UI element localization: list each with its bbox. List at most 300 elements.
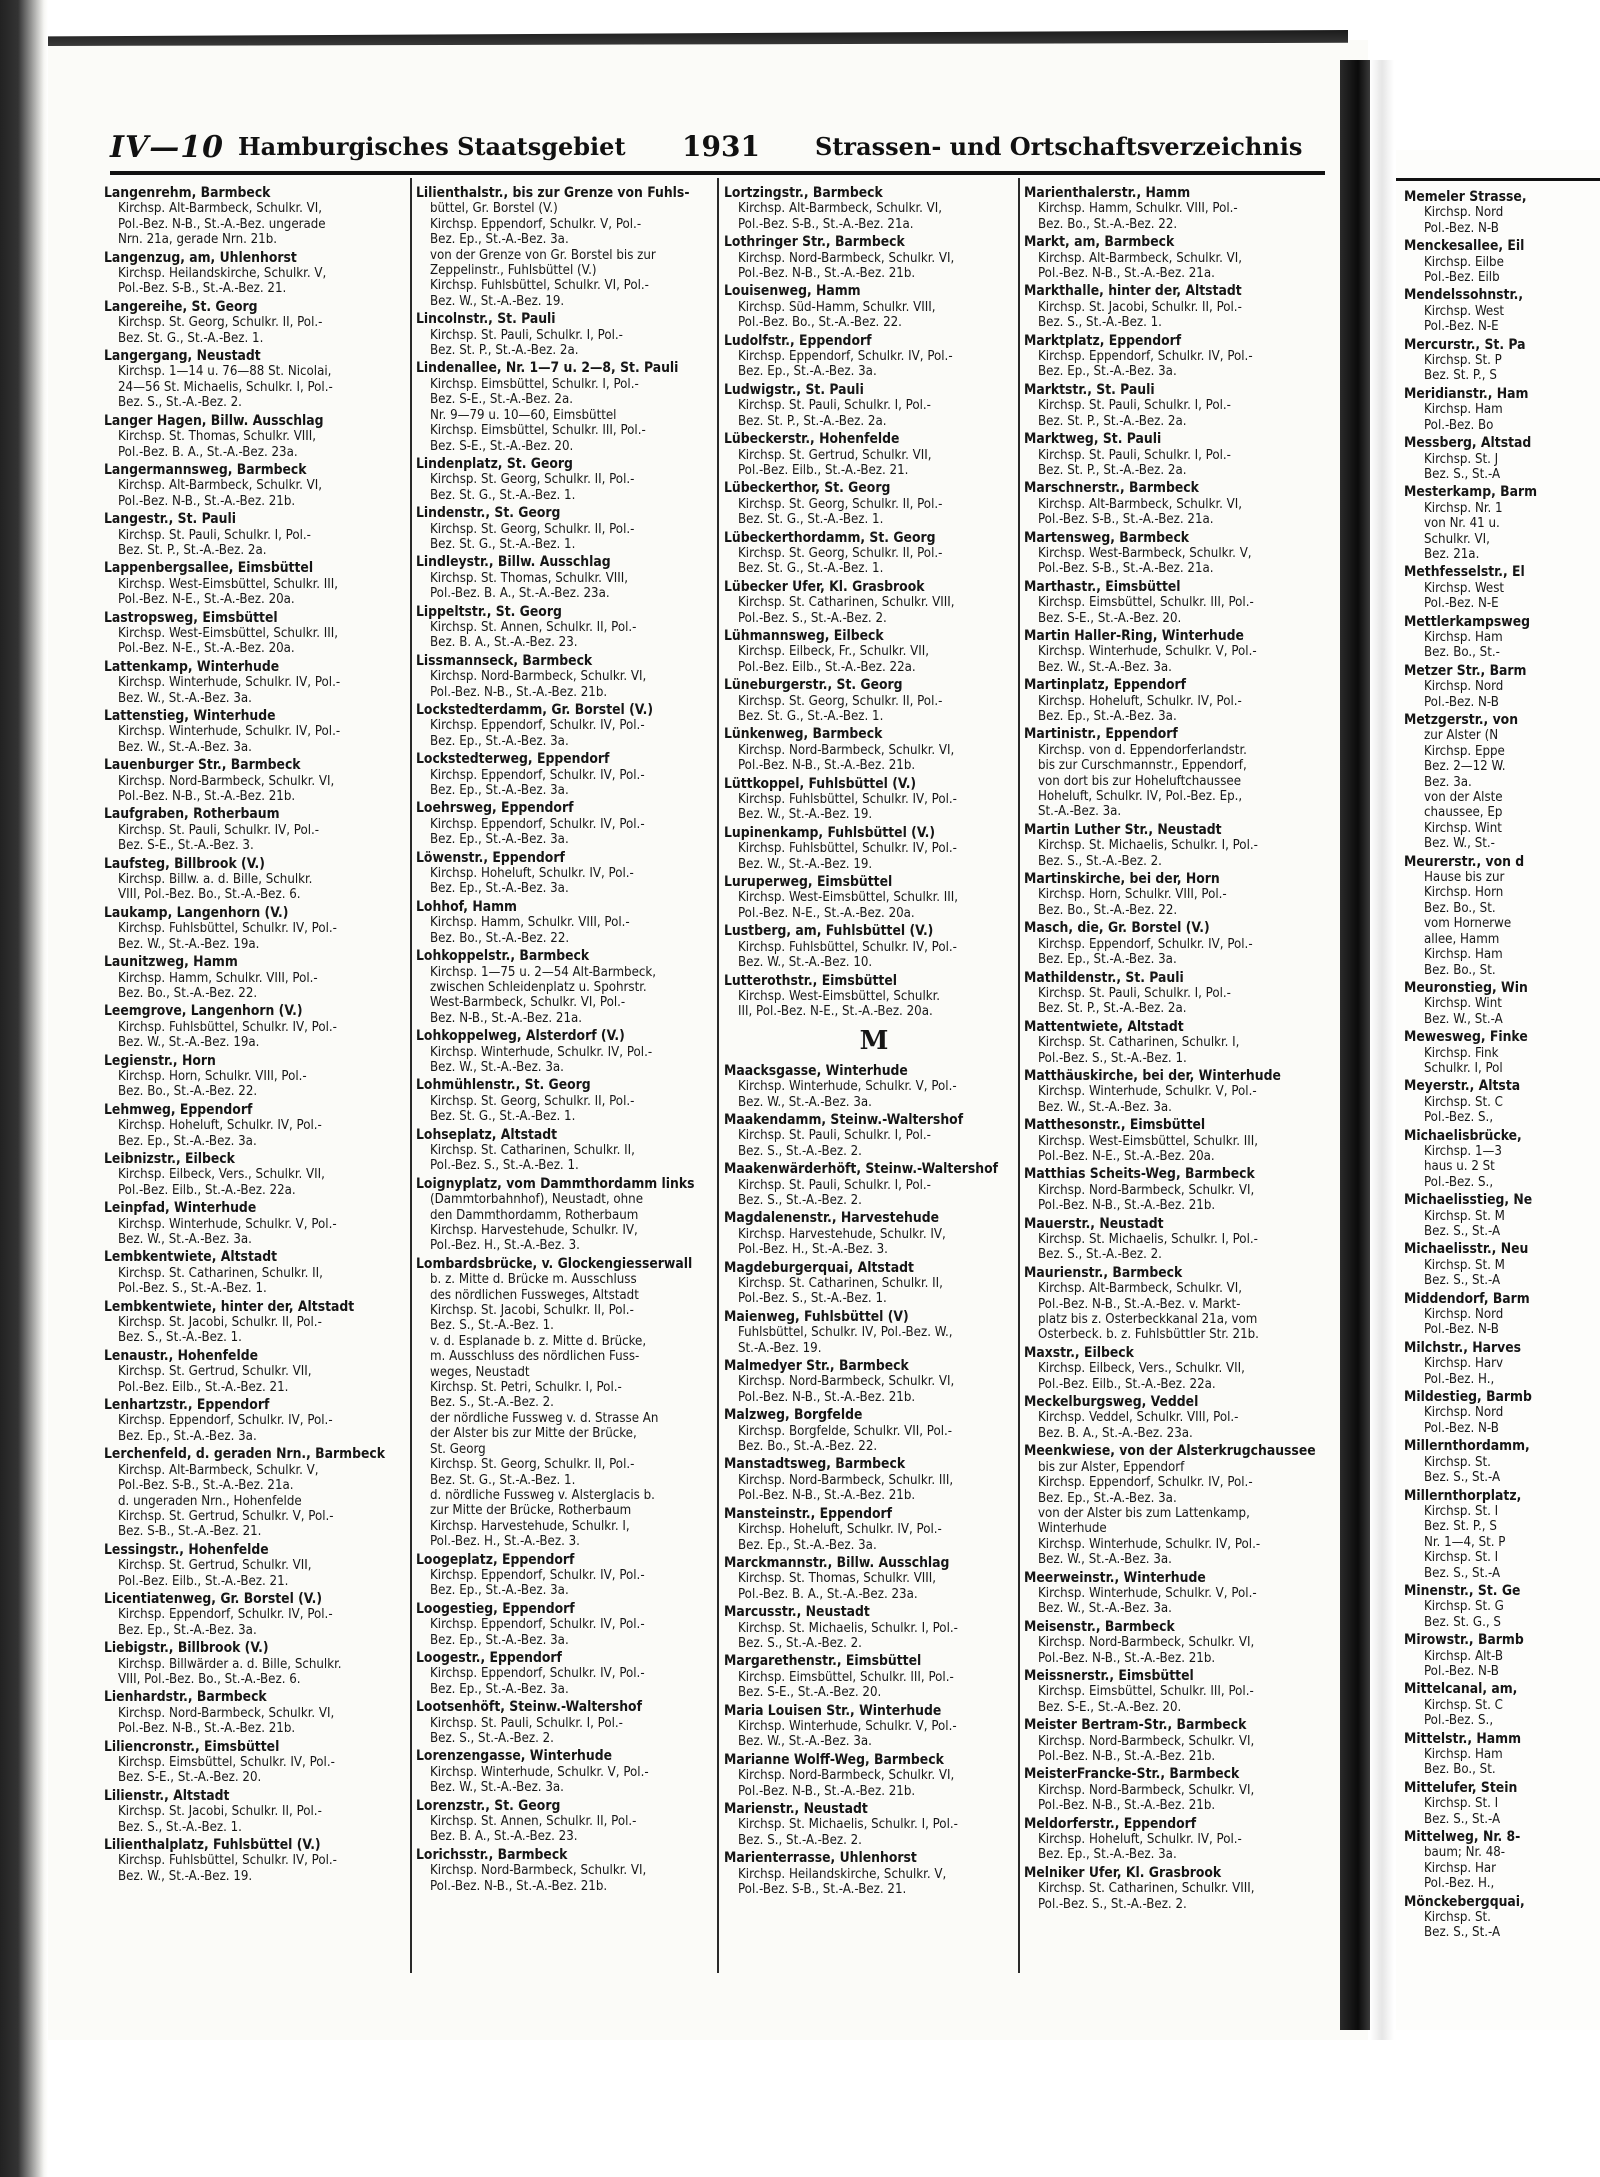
street-detail: (Dammtorbahnhof), Neustadt, ohne (430, 1192, 644, 1208)
street-entry (416, 1257, 716, 1550)
street-detail: Bez. W., St.-A.-Bez. 3a. (1038, 1601, 1172, 1617)
street-detail: Kirchsp. Nord-Barmbeck, Schulkr. VI, (118, 1705, 335, 1721)
street-detail: Kirchsp. Süd-Hamm, Schulkr. VIII, (738, 299, 936, 315)
street-detail: chaussee, Ep (1424, 805, 1503, 821)
street-detail: Pol.-Bez. Eilb., St.-A.-Bez. 21. (118, 1379, 289, 1395)
street-entry (1024, 580, 1324, 626)
street-detail: Bez. S., St.-A (1424, 1470, 1501, 1486)
street-detail: Pol.-Bez. B. A., St.-A.-Bez. 23a. (118, 444, 298, 460)
street-name: Lohhof, Hamm (416, 898, 517, 915)
street-name: Meisenstr., Barmbeck (1024, 1618, 1175, 1635)
street-name: Meridianstr., Ham (1404, 385, 1529, 402)
street-detail: Pol.-Bez. H., St.-A.-Bez. 3. (738, 1242, 888, 1258)
street-entry (104, 1004, 404, 1050)
street-entry (104, 1641, 404, 1687)
street-detail: Kirchsp. St. Gertrud, Schulkr. V, Pol.- (118, 1508, 334, 1524)
street-name: Lienhardstr., Barmbeck (104, 1689, 267, 1706)
street-detail: Kirchsp. Nord-Barmbeck, Schulkr. VI, (1038, 1733, 1255, 1749)
street-name: Loogestieg, Eppendorf (416, 1600, 575, 1617)
street-detail: Pol.-Bez. B. A., St.-A.-Bez. 23a. (430, 586, 610, 602)
street-name: Loignyplatz, vom Dammthordamm links (416, 1175, 695, 1192)
street-name: Mercurstr., St. Pa (1404, 336, 1526, 353)
year: 1931 (682, 130, 760, 163)
street-entry (1404, 1682, 1600, 1728)
street-detail: Kirchsp. West (1424, 303, 1505, 319)
street-entry (1404, 1830, 1600, 1892)
street-detail: Bez. St. G., St.-A.-Bez. 1. (738, 512, 884, 528)
street-detail: Kirchsp. Nord-Barmbeck, Schulkr. VI, (430, 1863, 647, 1879)
street-detail: zur Alster (N (1424, 728, 1499, 744)
street-entry (724, 432, 1024, 478)
street-detail: Kirchsp. St. Catharinen, Schulkr. VIII, (1038, 1881, 1255, 1897)
directory-column-3 (724, 186, 1024, 1900)
street-entry (724, 531, 1024, 577)
street-name: Markthalle, hinter der, Altstadt (1024, 283, 1242, 300)
street-entry (416, 1029, 716, 1075)
street-detail: Kirchsp. Eppe (1424, 743, 1505, 759)
street-entry (104, 300, 404, 346)
street-detail: Bez. S., St.-A (1424, 1224, 1501, 1239)
street-detail: Kirchsp. St. Jacobi, Schulkr. II, Pol.- (430, 1303, 634, 1319)
street-detail: Kirchsp. Eimsbüttel, Schulkr. IV, Pol.- (118, 1755, 335, 1770)
street-detail: Kirchsp. Fuhlsbüttel, Schulkr. IV, Pol.- (738, 939, 957, 955)
street-detail: Bez. W., St.-A.-Bez. 10. (738, 955, 873, 971)
street-entry (416, 1553, 716, 1599)
street-detail: Kirchsp. St. Jacobi, Schulkr. II, Pol.- (118, 1804, 322, 1820)
street-detail: Kirchsp. Nord-Barmbeck, Schulkr. VI, (738, 1374, 955, 1390)
street-detail: Pol.-Bez. N-B (1424, 1322, 1499, 1338)
street-name: Malzweg, Borgfelde (724, 1407, 863, 1424)
street-detail: Kirchsp. Fuhlsbüttel, Schulkr. IV, Pol.- (738, 841, 957, 857)
street-name: Leinpfad, Winterhude (104, 1200, 257, 1217)
street-name: Ludolfstr., Eppendorf (724, 332, 872, 349)
street-detail: Bez. S., St.-A (1424, 1925, 1501, 1941)
scan-edge-left (0, 0, 48, 2177)
street-entry (1404, 1584, 1600, 1630)
street-entry (1024, 1266, 1324, 1343)
street-detail: haus u. 2 St (1424, 1159, 1495, 1175)
street-detail: Kirchsp. Eppendorf, Schulkr. IV, Pol.- (118, 1607, 333, 1623)
street-detail: Kirchsp. Fuhlsbüttel, Schulkr. IV, Pol.- (118, 921, 337, 937)
street-detail: Pol.-Bez. Eilb., St.-A.-Bez. 22a. (738, 659, 916, 675)
street-detail: Kirchsp. Fuhlsbüttel, Schulkr. IV, Pol.- (738, 792, 957, 808)
street-name: Lombardsbrücke, v. Glockengiesserwall (416, 1255, 693, 1272)
street-detail: Pol.-Bez. N-B (1424, 694, 1499, 710)
street-detail: Bez. B. A., St.-A.-Bez. 23a. (1038, 1425, 1193, 1441)
street-entry (1024, 186, 1324, 232)
street-detail: Kirchsp. Fuhlsbüttel, Schulkr. IV, Pol.- (118, 1019, 337, 1035)
street-detail: Kirchsp. Eimsbüttel, Schulkr. III, Pol.- (738, 1669, 954, 1685)
street-detail: Bez. W., St.-A.-Bez. 19a. (118, 1035, 260, 1051)
street-entry (104, 660, 404, 706)
street-detail: Bez. St. P., St.-A.-Bez. 2a. (430, 343, 579, 359)
street-detail: Kirchsp. Nord-Barmbeck, Schulkr. VI, (738, 250, 955, 266)
street-detail: Hoheluft, Schulkr. IV, Pol.-Bez. Ep., (1038, 789, 1243, 805)
street-detail: Kirchsp. St. Georg, Schulkr. II, Pol.- (118, 315, 323, 331)
street-entry (1404, 338, 1600, 384)
street-detail: Kirchsp. Hamm, Schulkr. VIII, Pol.- (430, 915, 630, 931)
street-entry (724, 1408, 1024, 1454)
street-detail: Kirchsp. St. Michaelis, Schulkr. I, Pol.- (738, 1620, 958, 1636)
street-name: Langereihe, St. Georg (104, 298, 258, 315)
street-name: Magdeburgerquai, Altstadt (724, 1259, 914, 1276)
street-detail: Pol.-Bez. Eilb., St.-A.-Bez. 22a. (1038, 1376, 1216, 1392)
street-name: Lissmannseck, Barmbeck (416, 652, 593, 669)
street-detail: Kirchsp. West (1424, 580, 1505, 596)
street-entry (1024, 1069, 1324, 1115)
street-detail: Kirchsp. 1—75 u. 2—54 Alt-Barmbeck, (430, 964, 657, 980)
street-entry (1024, 1620, 1324, 1666)
street-entry (104, 807, 404, 853)
street-detail: des nördlichen Fussweges, Altstadt (430, 1287, 639, 1303)
street-name: Louisenweg, Hamm (724, 283, 861, 300)
street-entry (104, 186, 404, 248)
street-entry (1404, 239, 1600, 285)
street-entry (724, 1064, 1024, 1110)
street-detail: Pol.-Bez. N-B., St.-A.-Bez. 21b. (738, 1783, 916, 1799)
directory-column-2 (416, 186, 716, 1897)
street-detail: weges, Neustadt (430, 1364, 530, 1380)
street-name: Matthesonstr., Eimsbüttel (1024, 1117, 1206, 1134)
street-detail: Kirchsp. Eppendorf, Schulkr. IV, Pol.- (118, 1413, 333, 1429)
street-detail: Pol.-Bez. S., St.-A.-Bez. 2. (738, 610, 887, 626)
street-detail: Kirchsp. Alt-Barmbeck, Schulkr. VI, (118, 201, 323, 217)
street-name: Maria Louisen Str., Winterhude (724, 1702, 942, 1719)
street-detail: Pol.-Bez. N-E., St.-A.-Bez. 20a. (738, 905, 915, 921)
street-name: Mendelssohnstr., (1404, 287, 1524, 304)
street-name: Mildestieg, Barmb (1404, 1389, 1532, 1406)
street-entry (724, 383, 1024, 429)
street-detail: Pol.-Bez. N-B., St.-A.-Bez. 21b. (738, 758, 916, 774)
street-name: Marktstr., St. Pauli (1024, 381, 1155, 398)
street-name: Lothringer Str., Barmbeck (724, 234, 905, 251)
street-detail: Kirchsp. Harvestehude, Schulkr. I, (430, 1518, 630, 1534)
street-detail: Kirchsp. West-Eimsbüttel, Schulkr. III, (118, 625, 339, 641)
street-entry (104, 1300, 404, 1346)
street-detail: zwischen Schleidenplatz u. Spohrstr. (430, 979, 647, 995)
street-name: Lorenzengasse, Winterhude (416, 1748, 613, 1765)
street-detail: Kirchsp. Ham (1424, 629, 1503, 645)
street-detail: Kirchsp. Fuhlsbüttel, Schulkr. VI, Pol.- (430, 278, 649, 294)
street-detail: Bez. St. P., St.-A.-Bez. 2a. (1038, 413, 1187, 429)
street-detail: Pol.-Bez. N-B., St.-A.-Bez. 21b. (118, 789, 296, 805)
street-name: Lohkoppelstr., Barmbeck (416, 948, 590, 965)
street-detail: Pol.-Bez. N-B (1424, 1420, 1499, 1436)
street-entry (724, 1753, 1024, 1799)
street-detail: Pol.-Bez. N-B., St.-A.-Bez. 21b. (1038, 1749, 1216, 1764)
street-entry (1024, 823, 1324, 869)
street-detail: Kirchsp. Hamm, Schulkr. VIII, Pol.- (118, 970, 318, 986)
street-name: Mauerstr., Neustadt (1024, 1215, 1164, 1232)
street-entry (1024, 1669, 1324, 1715)
street-name: Lübeckerstr., Hohenfelde (724, 431, 900, 448)
street-detail: Kirchsp. Winterhude, Schulkr. IV, Pol.- (430, 1044, 653, 1060)
street-detail: Kirchsp. Eilbe (1424, 254, 1504, 270)
street-name: Lilienthalstr., bis zur Grenze von Fuhls- (416, 185, 690, 201)
street-detail: Bez. St. P., S (1424, 368, 1497, 384)
street-entry (724, 1654, 1024, 1700)
street-detail: Pol.-Bez. N-E., St.-A.-Bez. 20a. (118, 641, 295, 657)
street-name: Liliencronstr., Eimsbüttel (104, 1738, 280, 1755)
street-entry (1404, 1292, 1600, 1338)
street-entry (1024, 1718, 1324, 1764)
street-detail: St. Georg (430, 1441, 486, 1457)
street-entry (1404, 664, 1600, 710)
street-name: Maurienstr., Barmbeck (1024, 1264, 1183, 1281)
street-detail: Kirchsp. West-Eimsbüttel, Schulkr. III, (1038, 1133, 1259, 1149)
street-name: Mathildenstr., St. Pauli (1024, 969, 1184, 986)
street-name: Marienstr., Neustadt (724, 1801, 868, 1817)
street-entry (1404, 1781, 1600, 1827)
street-detail: Kirchsp. Eppendorf, Schulkr. IV, Pol.- (430, 1617, 645, 1633)
street-detail: Kirchsp. 1—14 u. 76—88 St. Nicolai, (118, 364, 332, 380)
street-detail: Kirchsp. Fink (1424, 1045, 1499, 1061)
street-detail: Pol.-Bez. Eilb., St.-A.-Bez. 22a. (118, 1182, 296, 1198)
street-detail: Kirchsp. Winterhude, Schulkr. IV, Pol.- (118, 724, 341, 740)
street-detail: Kirchsp. St. G (1424, 1599, 1504, 1615)
street-detail: Bez. St. G., St.-A.-Bez. 1. (430, 536, 576, 552)
street-name: Langergang, Neustadt (104, 348, 261, 365)
street-detail: Pol.-Bez. H., (1424, 1876, 1495, 1892)
street-detail: Pol.-Bez. H., (1424, 1371, 1495, 1387)
street-name: Lenaustr., Hohenfelde (104, 1347, 259, 1364)
street-detail: Kirchsp. West-Eimsbüttel, Schulkr. III, (118, 576, 339, 592)
street-entry (416, 654, 716, 700)
street-entry (104, 349, 404, 411)
street-detail: Kirchsp. Borgfelde, Schulkr. VII, Pol.- (738, 1423, 953, 1439)
street-name: Laufsteg, Billbrook (V.) (104, 855, 265, 872)
street-name: Lohmühlenstr., St. Georg (416, 1077, 591, 1094)
street-entry (1024, 284, 1324, 330)
street-detail: Pol.-Bez. N-B (1424, 1663, 1499, 1679)
street-name: Lüneburgerstr., St. Georg (724, 677, 903, 694)
street-entry (724, 826, 1024, 872)
street-entry (1404, 1030, 1600, 1076)
street-detail: Bez. Bo., St.-A.-Bez. 22. (118, 1084, 258, 1100)
street-detail: Bez. W., St.- (1424, 836, 1495, 852)
street-detail: Kirchsp. St. Michaelis, Schulkr. I, Pol.- (1038, 838, 1258, 854)
street-detail: Bez. Ep., St.-A.-Bez. 3a. (1038, 709, 1177, 724)
street-name: Marienterrasse, Uhlenhorst (724, 1850, 917, 1867)
street-entry (1024, 1020, 1324, 1066)
street-name: Lembkentwiete, hinter der, Altstadt (104, 1298, 355, 1315)
street-detail: Bez. Ep., St.-A.-Bez. 3a. (1038, 952, 1177, 968)
street-detail: Bez. Ep., St.-A.-Bez. 3a. (430, 832, 569, 848)
street-detail: Pol.-Bez. N-B., St.-A.-Bez. 21b. (430, 1878, 608, 1894)
street-detail: Pol.-Bez. Bo (1424, 417, 1494, 433)
street-detail: Kirchsp. St. Pauli, Schulkr. I, Pol.- (430, 1715, 623, 1731)
street-detail: Kirchsp. St. (1424, 1910, 1491, 1926)
street-detail: Bez. Bo., St. (1424, 900, 1496, 916)
street-name: Martin Luther Str., Neustadt (1024, 821, 1222, 838)
page-number: IV—10 (110, 130, 225, 165)
street-detail: Kirchsp. Alt-Barmbeck, Schulkr. VI, (738, 201, 943, 217)
street-name: Lortzingstr., Barmbeck (724, 185, 883, 201)
street-detail: von dort bis zur Hoheluftchaussee (1038, 773, 1242, 789)
street-entry (724, 974, 1024, 1020)
street-detail: Kirchsp. Hoheluft, Schulkr. IV, Pol.- (118, 1118, 322, 1134)
street-detail: Bez. W., St.-A (1424, 1011, 1503, 1027)
street-detail: Bez. St. P., St.-A.-Bez. 2a. (118, 542, 267, 558)
street-detail: Bez. B. A., St.-A.-Bez. 23. (430, 1829, 578, 1845)
street-detail: Kirchsp. St. C (1424, 1697, 1503, 1713)
street-name: Mettlerkampsweg (1404, 613, 1531, 630)
street-entry (1024, 1118, 1324, 1164)
street-detail: Pol.-Bez. Bo., St.-A.-Bez. 22. (738, 315, 902, 331)
street-detail: Bez. S., St.-A (1424, 1811, 1501, 1827)
street-detail: büttel, Gr. Borstel (V.) (430, 201, 558, 217)
street-entry (724, 1310, 1024, 1356)
street-detail: Bez. St. G., St.-A.-Bez. 1. (430, 487, 576, 503)
street-entry (416, 457, 716, 503)
street-detail: Kirchsp. Nord-Barmbeck, Schulkr. VI, (1038, 1635, 1255, 1651)
street-detail: Pol.-Bez. N-B (1424, 220, 1499, 236)
street-detail: Pol.-Bez. N-B., St.-A.-Bez. 21b. (1038, 1198, 1216, 1214)
street-detail: Bez. Bo., St.-A.-Bez. 22. (738, 1439, 878, 1455)
street-entry (104, 1349, 404, 1395)
street-detail: Kirchsp. St. J (1424, 451, 1499, 467)
street-detail: Kirchsp. St. Catharinen, Schulkr. II, (118, 1265, 323, 1281)
street-entry (724, 629, 1024, 675)
street-name: Maakendamm, Steinw.-Waltershof (724, 1111, 964, 1128)
street-name: Lünkenweg, Barmbeck (724, 726, 883, 743)
street-detail: Bez. Ep., St.-A.-Bez. 3a. (430, 1681, 569, 1697)
street-detail: Kirchsp. Eppendorf, Schulkr. IV, Pol.- (1038, 349, 1253, 365)
street-entry (1404, 1193, 1600, 1239)
column-divider (410, 178, 412, 1973)
street-name: Marcusstr., Neustadt (724, 1604, 870, 1621)
street-entry (1404, 1129, 1600, 1191)
street-detail: Bez. W., St.-A.-Bez. 3a. (738, 1734, 872, 1750)
street-name: Leibnizstr., Eilbeck (104, 1150, 235, 1167)
street-name: Lauenburger Str., Barmbeck (104, 757, 301, 774)
street-entry (724, 1113, 1024, 1159)
street-name: Lühmannsweg, Eilbeck (724, 627, 884, 644)
street-detail: Bez. B. A., St.-A.-Bez. 23. (430, 635, 578, 651)
street-detail: Pol.-Bez. S-B., St.-A.-Bez. 21. (738, 1882, 907, 1898)
street-name: Lupinenkamp, Fuhlsbüttel (V.) (724, 824, 936, 841)
street-entry (416, 1799, 716, 1845)
street-entry (724, 777, 1024, 823)
street-detail: Bez. Bo., St.-A.-Bez. 22. (1038, 902, 1178, 918)
street-name: Langestr., St. Pauli (104, 511, 237, 528)
street-entry (1024, 1395, 1324, 1441)
street-detail: VIII, Pol.-Bez. Bo., St.-A.-Bez. 6. (118, 1671, 301, 1687)
street-detail: Kirchsp. St. Annen, Schulkr. II, Pol.- (430, 1814, 637, 1830)
street-entry (1404, 288, 1600, 334)
street-detail: Kirchsp. St. I (1424, 1796, 1499, 1812)
street-name: Mittelufer, Stein (1404, 1779, 1518, 1796)
street-detail: Kirchsp. St. Pauli, Schulkr. IV, Pol.- (118, 822, 320, 838)
street-entry (416, 949, 716, 1026)
street-entry (1024, 629, 1324, 675)
street-entry (416, 801, 716, 847)
street-detail: Bez. W., St.-A.-Bez. 3a. (1038, 659, 1172, 675)
street-entry (1024, 531, 1324, 577)
street-detail: Bez. Ep., St.-A.-Bez. 3a. (430, 1632, 569, 1648)
street-detail: Kirchsp. Winterhude, Schulkr. V, Pol.- (1038, 644, 1257, 660)
street-detail: Kirchsp. Horn, Schulkr. VIII, Pol.- (118, 1068, 307, 1084)
street-detail: Bez. S., St.-A.-Bez. 2. (1038, 853, 1162, 869)
street-entry (1404, 1439, 1600, 1485)
page-header (110, 130, 1325, 170)
column-divider (717, 178, 719, 1973)
street-name: Millernthordamm, (1404, 1438, 1530, 1455)
street-entry (104, 906, 404, 952)
street-detail: Kirchsp. St. Georg, Schulkr. II, Pol.- (430, 521, 635, 537)
street-entry (416, 1078, 716, 1124)
street-detail: Bez. W., St.-A.-Bez. 3a. (430, 1780, 564, 1796)
street-entry (104, 758, 404, 804)
street-name: Mattentwiete, Altstadt (1024, 1018, 1184, 1035)
street-name: Lootsenhöft, Steinw.-Waltershof (416, 1699, 642, 1716)
street-detail: Kirchsp. St. Pauli, Schulkr. I, Pol.- (738, 1177, 931, 1193)
street-detail: bis zur Curschmannstr., Eppendorf, (1038, 758, 1247, 774)
street-detail: Bez. S., St.-A.-Bez. 2. (738, 1192, 862, 1208)
street-detail: Kirchsp. St. Pauli, Schulkr. I, Pol.- (738, 398, 931, 414)
street-name: Lindleystr., Billw. Ausschlag (416, 554, 611, 571)
street-detail: Bez. S., St.-A (1424, 466, 1501, 482)
street-detail: Kirchsp. St. Georg, Schulkr. II, Pol.- (430, 1093, 635, 1109)
street-entry (416, 900, 716, 946)
street-entry (1404, 855, 1600, 978)
street-detail: Kirchsp. Alt-Barmbeck, Schulkr. VI, (118, 478, 323, 494)
street-detail: Bez. Ep., St.-A.-Bez. 3a. (1038, 1490, 1177, 1506)
street-detail: Kirchsp. Eppendorf, Schulkr. IV, Pol.- (430, 767, 645, 783)
street-detail: Bez. S-E., St.-A.-Bez. 20. (118, 1770, 262, 1786)
street-detail: Kirchsp. Nord (1424, 1307, 1504, 1323)
street-detail: Schulkr. VI, (1424, 531, 1490, 547)
street-name: Minenstr., St. Ge (1404, 1582, 1521, 1599)
street-detail: Kirchsp. Winterhude, Schulkr. V, Pol.- (738, 1079, 957, 1095)
street-detail: Kirchsp. Nord (1424, 205, 1504, 221)
street-name: Lindenplatz, St. Georg (416, 455, 573, 472)
street-detail: Kirchsp. St. Petri, Schulkr. I, Pol.- (430, 1380, 622, 1396)
street-entry (1024, 1571, 1324, 1617)
street-name: Marienthalerstr., Hamm (1024, 185, 1191, 201)
street-entry (724, 481, 1024, 527)
street-detail: Kirchsp. Nord (1424, 1405, 1504, 1421)
street-entry (416, 555, 716, 601)
street-detail: Kirchsp. Horn (1424, 885, 1504, 901)
street-detail: Bez. W., St.-A.-Bez. 19a. (118, 936, 260, 952)
street-name: Lehmweg, Eppendorf (104, 1101, 253, 1118)
street-entry (416, 1602, 716, 1648)
street-entry (104, 414, 404, 460)
street-detail: Kirchsp. Nord-Barmbeck, Schulkr. III, (738, 1472, 954, 1488)
street-name: Martin Haller-Ring, Winterhude (1024, 627, 1244, 644)
street-detail: Pol.-Bez. N-B., St.-A.-Bez. 21b. (738, 1488, 916, 1504)
street-detail: Bez. S., St.-A.-Bez. 2. (738, 1635, 862, 1651)
street-detail: Pol.-Bez. Eilb., St.-A.-Bez. 21. (118, 1573, 289, 1589)
street-detail: Kirchsp. Eilbeck, Vers., Schulkr. VII, (118, 1167, 325, 1183)
street-detail: Bez. St. G., S (1424, 1614, 1501, 1630)
street-detail: Bez. S., St.-A.-Bez. 2. (738, 1143, 862, 1159)
street-detail: Pol.-Bez. N-B., St.-A.-Bez. 21b. (738, 266, 916, 282)
street-detail: St.-A.-Bez. 19. (738, 1340, 822, 1356)
street-name: Menckesallee, Eil (1404, 238, 1525, 255)
street-name: Marschnerstr., Barmbeck (1024, 480, 1199, 497)
street-entry (1404, 387, 1600, 433)
street-detail: Bez. S-B., St.-A.-Bez. 21. (118, 1524, 262, 1540)
street-detail: Bez. S., St.-A.-Bez. 1. (118, 1330, 242, 1346)
street-entry (104, 1592, 404, 1638)
street-detail: Kirchsp. Wint (1424, 820, 1502, 836)
street-detail: Pol.-Bez. S-B., St.-A.-Bez. 21a. (738, 216, 914, 232)
street-name: Lenhartzstr., Eppendorf (104, 1397, 270, 1414)
street-detail: Pol.-Bez. N-B., St.-A.-Bez. 21a. (1038, 266, 1215, 282)
street-name: Mesterkamp, Barm (1404, 484, 1538, 501)
